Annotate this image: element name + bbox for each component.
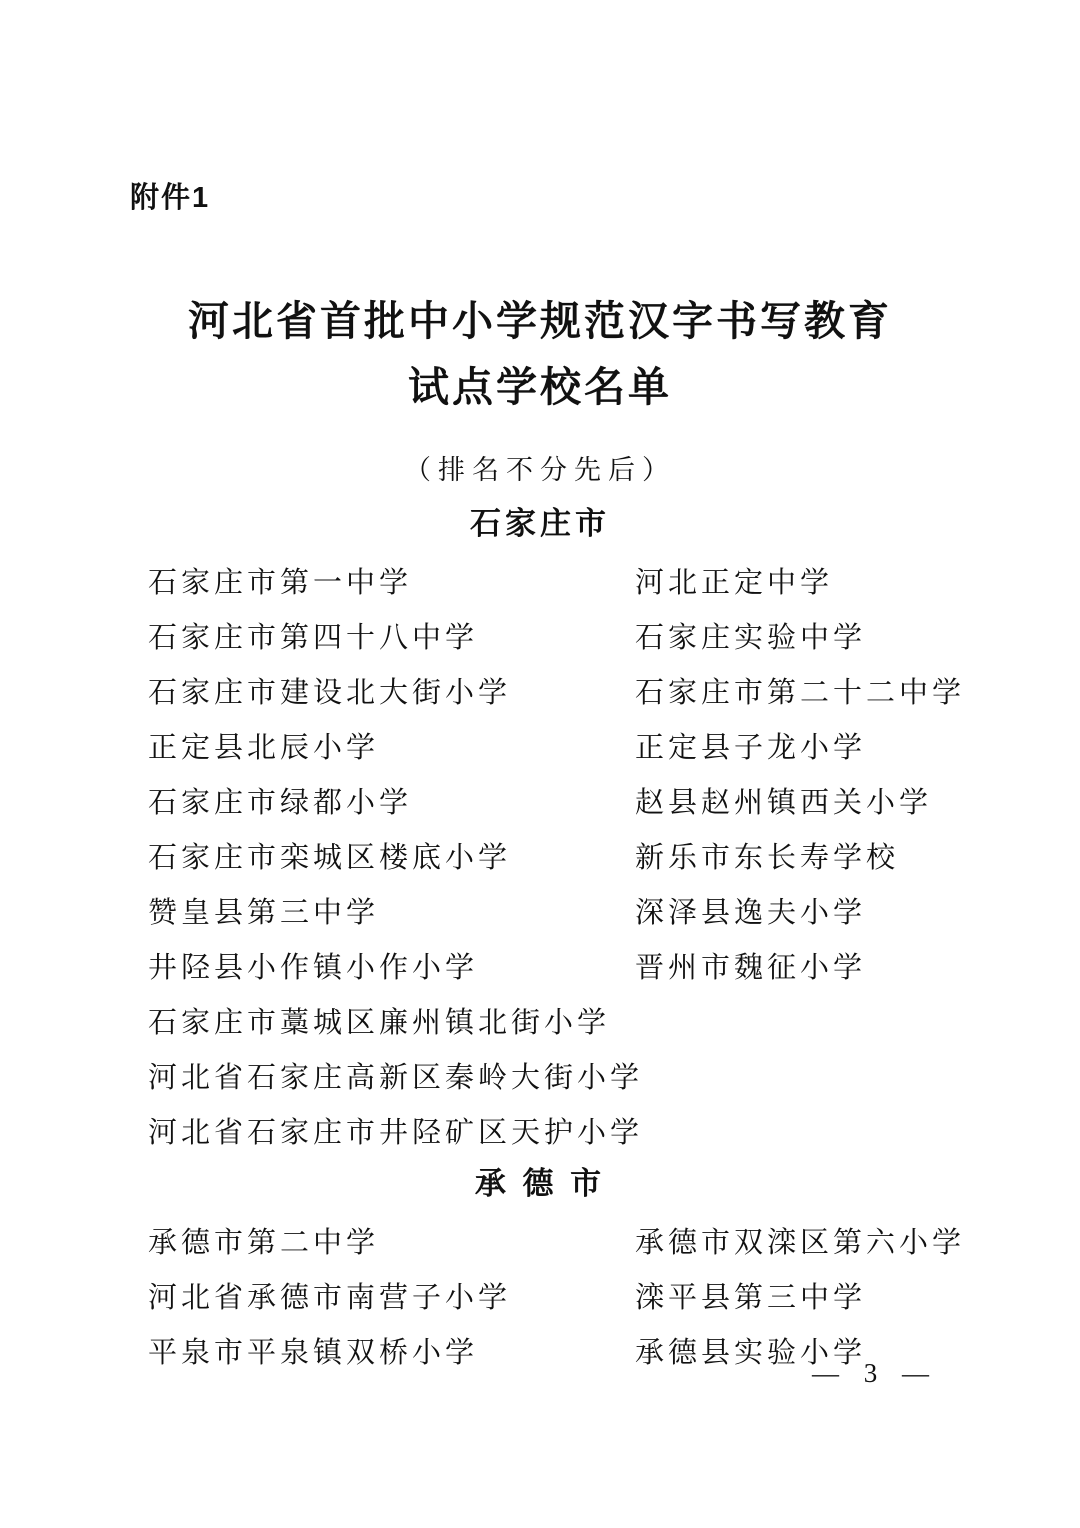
document-title-line-2: 试点学校名单 <box>408 364 672 410</box>
school-name: 石家庄市第四十八中学 <box>148 622 479 654</box>
school-row <box>148 1213 980 1268</box>
section-header-chengde: 承 德 市 <box>474 1166 606 1201</box>
school-name: 承德市第二中学 <box>148 1227 380 1259</box>
school-name: 石家庄市第一中学 <box>148 567 413 599</box>
school-name: 新乐市东长寿学校 <box>635 842 900 874</box>
school-name: 赞皇县第三中学 <box>148 897 380 929</box>
school-name: 石家庄市第二十二中学 <box>635 677 966 709</box>
school-name: 河北省石家庄高新区秦岭大街小学 <box>148 1062 644 1094</box>
page-number: — 3 — <box>812 1358 938 1388</box>
school-name: 平泉市平泉镇双桥小学 <box>148 1337 479 1369</box>
school-name: 石家庄市绿都小学 <box>148 787 413 819</box>
title-block <box>0 288 1080 487</box>
school-row <box>148 993 980 1048</box>
school-name: 正定县北辰小学 <box>148 732 380 764</box>
document-title-line-1: 河北省首批中小学规范汉字书写教育 <box>188 298 892 344</box>
school-name: 井陉县小作镇小作小学 <box>148 952 479 984</box>
section-header-shijiazhuang: 石家庄市 <box>470 506 610 541</box>
school-name: 深泽县逸夫小学 <box>635 897 867 929</box>
school-name: 河北省承德市南营子小学 <box>148 1282 512 1314</box>
school-row <box>148 1048 980 1103</box>
school-row <box>148 773 980 828</box>
school-name: 石家庄实验中学 <box>635 622 867 654</box>
school-row <box>148 1103 980 1158</box>
school-row <box>148 718 980 773</box>
school-name: 石家庄市藁城区廉州镇北街小学 <box>148 1007 611 1039</box>
school-name: 石家庄市栾城区楼底小学 <box>148 842 512 874</box>
school-name: 赵县赵州镇西关小学 <box>635 787 933 819</box>
school-name: 河北省石家庄市井陉矿区天护小学 <box>148 1117 644 1149</box>
school-row <box>148 828 980 883</box>
school-name: 河北正定中学 <box>635 567 834 599</box>
school-row <box>148 553 980 608</box>
school-name: 正定县子龙小学 <box>635 732 867 764</box>
school-name: 承德县实验小学 <box>635 1337 867 1369</box>
school-row <box>148 608 980 663</box>
school-name: 承德市双滦区第六小学 <box>635 1227 966 1259</box>
school-row <box>148 883 980 938</box>
school-row <box>148 1268 980 1323</box>
school-name: 晋州市魏征小学 <box>635 952 867 984</box>
document-subtitle: （排名不分先后） <box>404 455 676 485</box>
school-name: 石家庄市建设北大街小学 <box>148 677 512 709</box>
attachment-label: 附件1 <box>130 182 211 214</box>
school-row <box>148 938 980 993</box>
school-list-chengde <box>148 1213 980 1378</box>
school-list-shijiazhuang <box>148 553 980 1158</box>
school-row <box>148 663 980 718</box>
school-name: 滦平县第三中学 <box>635 1282 867 1314</box>
